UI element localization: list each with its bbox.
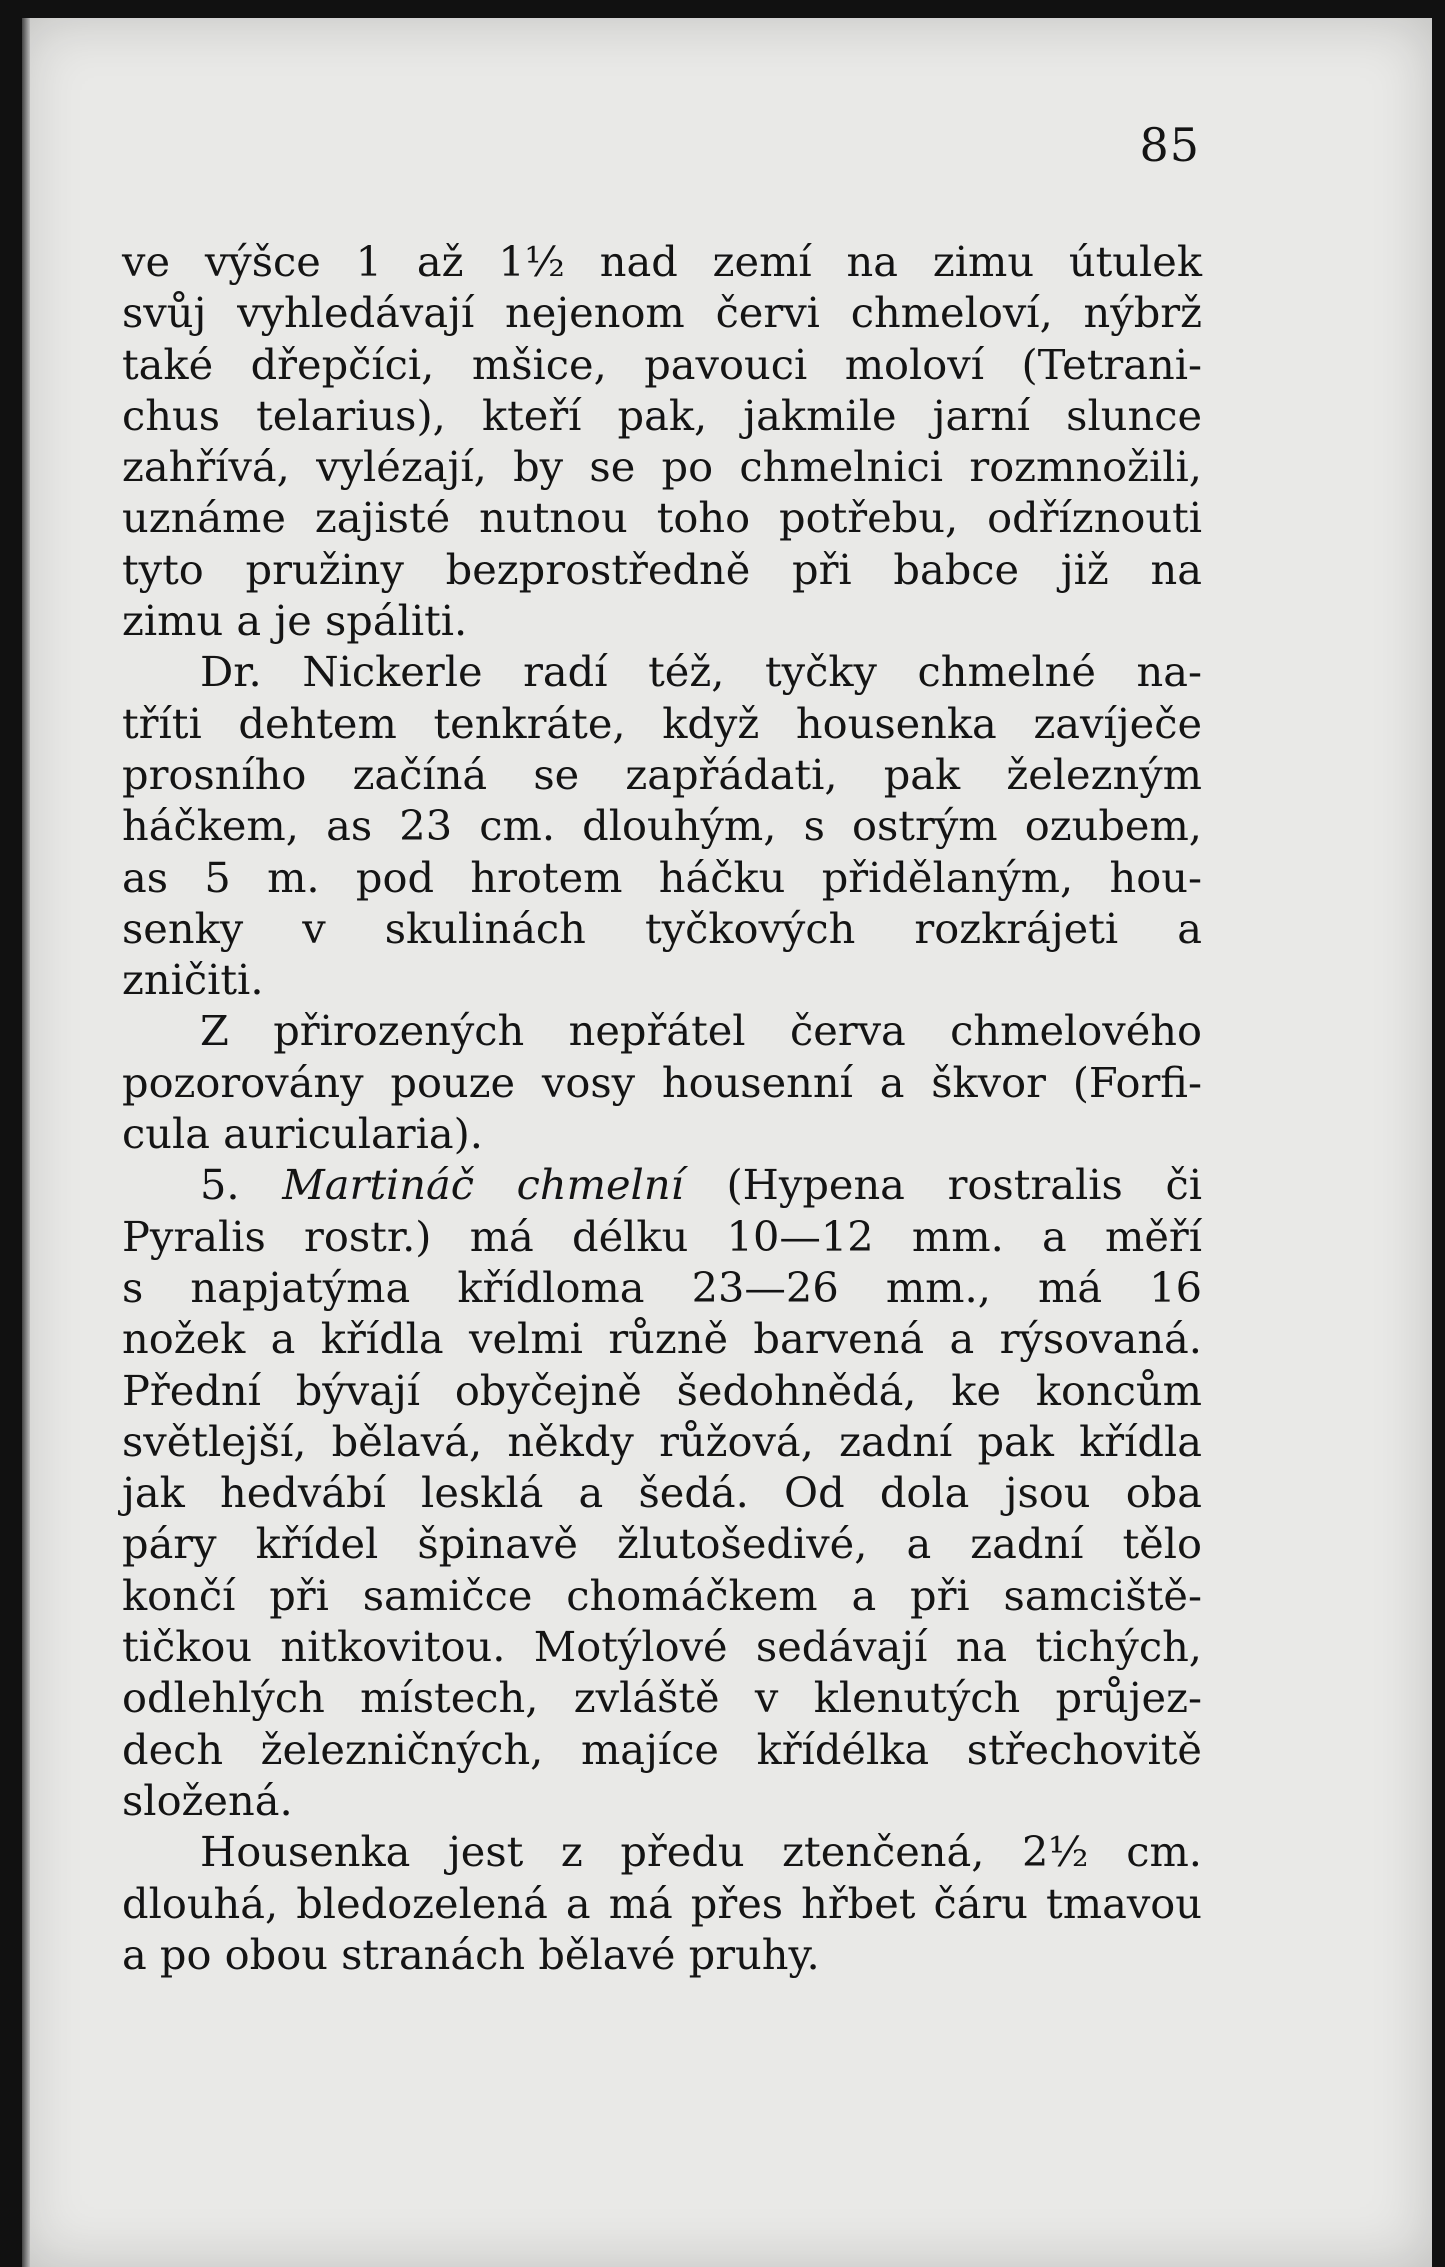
text-line: dlouhá, bledozelená a má přes hřbet čáru tmavou bbox=[122, 1878, 1202, 1928]
text-line: jak hedvábí lesklá a šedá. Od dola jsou oba bbox=[122, 1468, 1202, 1518]
text-line: světlejší, bělavá, někdy růžová, zadní pak křídla bbox=[122, 1416, 1202, 1466]
text-line: pozorovány pouze vosy housenní a škvor (Forfi- bbox=[122, 1057, 1202, 1107]
text-line: páry křídel špinavě žlutošedivé, a zadní tělo bbox=[122, 1519, 1202, 1569]
text-line: dech železničných, majíce křídélka střechovitě bbox=[122, 1724, 1202, 1774]
book-page bbox=[22, 18, 1432, 2267]
text-line: Dr. Nickerle radí též, tyčky chmelné na- bbox=[200, 647, 1202, 697]
text-line: senky v skulinách tyčkových rozkrájeti a bbox=[122, 903, 1202, 953]
text-line: cula auricularia). bbox=[122, 1109, 483, 1159]
text-line: zničiti. bbox=[122, 955, 264, 1005]
text-line: chus telarius), kteří pak, jakmile jarní slunce bbox=[122, 390, 1202, 440]
text-line: nožek a křídla velmi různě barvená a rýsovaná. bbox=[122, 1314, 1202, 1364]
text-line: s napjatýma křídloma 23—26 mm., má 16 bbox=[122, 1262, 1202, 1312]
text-line: tříti dehtem tenkráte, když housenka zavíječe bbox=[122, 698, 1202, 748]
text-line: složená. bbox=[122, 1775, 293, 1825]
text-line: uznáme zajisté nutnou toho potřebu, odříznouti bbox=[122, 493, 1202, 543]
text-line: 5. Martináč chmelní (Hypena rostralis či bbox=[200, 1160, 1202, 1210]
text-line: končí při samičce chomáčkem a při samciště- bbox=[122, 1570, 1202, 1620]
page-edge bbox=[22, 18, 30, 2267]
text-line: tyto pružiny bezprostředně při babce již na bbox=[122, 544, 1202, 594]
text-line: Housenka jest z předu ztenčená, 2½ cm. bbox=[200, 1827, 1202, 1877]
text-line: tičkou nitkovitou. Motýlové sedávají na tichých, bbox=[122, 1622, 1202, 1672]
text-line: Přední bývají obyčejně šedohnědá, ke koncům bbox=[122, 1365, 1202, 1415]
text-line: zahřívá, vylézají, by se po chmelnici rozmnožili, bbox=[122, 442, 1202, 492]
text-line: Pyralis rostr.) má délku 10—12 mm. a měří bbox=[122, 1211, 1202, 1261]
page-number: 85 bbox=[1139, 118, 1200, 172]
text-line: Z přirozených nepřátel červa chmelového bbox=[200, 1006, 1202, 1056]
text-line: zimu a je spáliti. bbox=[122, 596, 468, 646]
text-line: odlehlých místech, zvláště v klenutých průjez- bbox=[122, 1673, 1202, 1723]
text-line: háčkem, as 23 cm. dlouhým, s ostrým ozubem, bbox=[122, 801, 1202, 851]
text-line: také dřepčíci, mšice, pavouci moloví (Tetrani- bbox=[122, 339, 1202, 389]
text-line: as 5 m. pod hrotem háčku přidělaným, hou- bbox=[122, 852, 1202, 902]
species-name-italic: Martináč chmelní bbox=[282, 1160, 684, 1210]
text-line: prosního začíná se zapřádati, pak železným bbox=[122, 749, 1202, 799]
text-line: a po obou stranách bělavé pruhy. bbox=[122, 1929, 820, 1979]
text-line: ve výšce 1 až 1½ nad zemí na zimu útulek bbox=[122, 237, 1202, 286]
body-text bbox=[122, 236, 1202, 1980]
text-line: svůj vyhledávají nejenom červi chmeloví, nýbrž bbox=[122, 288, 1202, 338]
